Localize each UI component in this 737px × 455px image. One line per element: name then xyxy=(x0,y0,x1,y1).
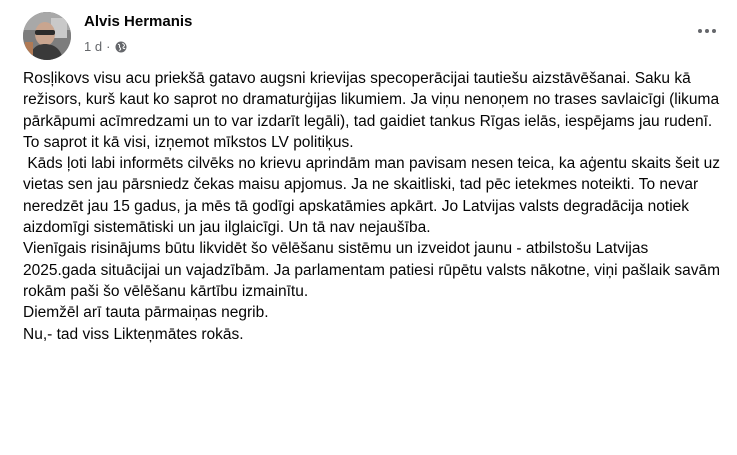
post-paragraph: Rosļikovs visu acu priekšā gatavo augsni krievijas specoperācijai tautiešu aizstāvēšanai. Saku kā režisors, kurš kaut ko saprot no dramaturģijas likumiem. Ja viņu nenoņem no trases savlaicīgi (likuma pārkāpumi acīmredzami un to var izdarīt legāli), tad gaidiet tankus Rīgas ielās, iespējams jau rudenī. To saprot it kā visi, izņemot mīkstos LV politiķus. xyxy=(23,70,724,151)
post-paragraph: Nu,- tad viss Likteņmātes rokās. xyxy=(23,325,244,343)
globe-icon xyxy=(115,41,127,53)
more-options-icon[interactable] xyxy=(695,24,719,38)
post-paragraph: Kāds ļoti labi informēts cilvēks no krievu aprindām man pavisam nesen teica, ka aģentu skaits šeit uz vietas sen jau pārsniedz čekas maisu apjomus. Ja ne skaitliski, tad pēc ietekmes noteikti. To nevar neredzēt jau 15 gadus, ja mēs tā godīgi apskatāmies apkārt. Jo Latvijas valsts degradācija notiek aizdomīgi sistemātiski un jau ilglaicīgi. Un tā nav nejaušība. xyxy=(23,155,725,237)
post-timestamp[interactable]: 1 d xyxy=(84,39,103,54)
post-text xyxy=(23,68,723,345)
avatar[interactable] xyxy=(23,12,71,60)
author-name[interactable]: Alvis Hermanis xyxy=(84,13,193,30)
post-meta xyxy=(84,39,127,54)
post-header xyxy=(18,10,719,62)
post-paragraph: Vienīgais risinājums būtu likvidēt šo vēlēšanu sistēmu un izveidot jaunu - atbilstošu Latvijas 2025.gada situācijai un vajadzībām. Ja parlamentam patiesi rūpētu valsts nākotne, viņi pašlaik savām rokām paši šo vēlēšanu kārtību izmainītu. xyxy=(23,240,725,300)
post-paragraph: Diemžēl arī tauta pārmaiņas negrib. xyxy=(23,304,269,322)
meta-separator: · xyxy=(106,39,111,54)
